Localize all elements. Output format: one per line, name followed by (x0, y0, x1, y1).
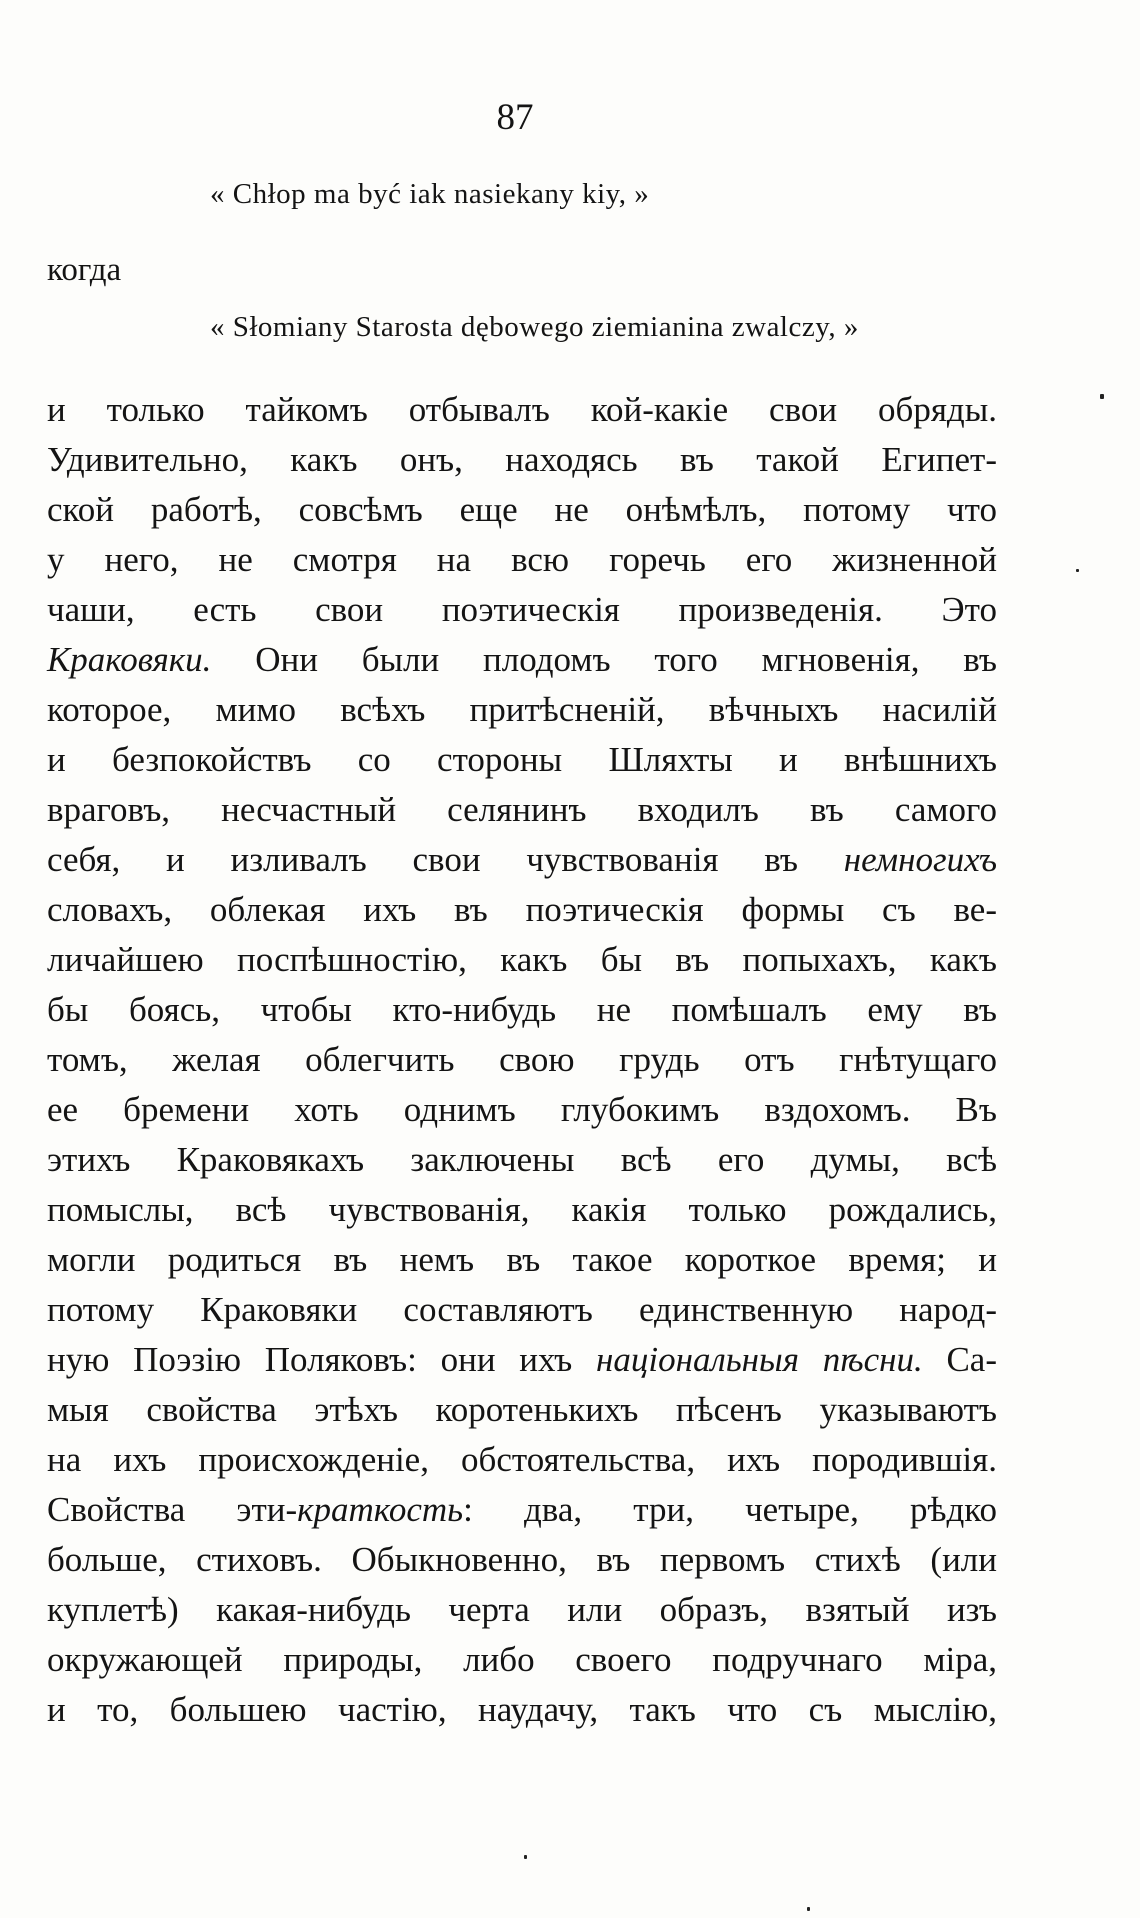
text-line (47, 1085, 997, 1135)
text-run: помыслы, всѣ чувствованія, какія только рождались, (47, 1190, 997, 1229)
text-line (47, 935, 997, 985)
text-line (47, 435, 997, 485)
text-line (47, 1635, 997, 1685)
text-line (47, 1485, 997, 1535)
print-speck (524, 1855, 527, 1859)
text-run: Свойства эти- (47, 1490, 298, 1529)
text-line (47, 1535, 997, 1585)
text-line (47, 635, 997, 685)
text-run: бы боясь, чтобы кто-нибудь не помѣшалъ ему въ (47, 990, 997, 1029)
page-number: 87 (496, 97, 534, 138)
italic-text: національныя пѣсни. (596, 1340, 923, 1379)
text-run: могли родиться въ немъ въ такое короткое время; и (47, 1240, 997, 1279)
text-run: и то, большею частію, наудачу, такъ что съ мыслію, (47, 1690, 997, 1729)
epigraph-line-2: « Słomiany Starosta dębowego ziemianina zwalczy, » (210, 311, 859, 343)
text-line (47, 985, 997, 1035)
text-run: ее бремени хоть однимъ глубокимъ вздохомъ. Въ (47, 1090, 997, 1129)
text-run: чаши, есть свои поэтическія произведенія. Это (47, 590, 997, 629)
connector-word: когда (47, 252, 122, 288)
text-run: Са- (922, 1340, 997, 1379)
text-run: личайшею поспѣшностію, какъ бы въ попыхахъ, какъ (47, 940, 997, 979)
text-line (47, 1435, 997, 1485)
text-run: и безпокойствъ со стороны Шляхты и внѣшнихъ (47, 740, 997, 779)
text-line (47, 1385, 997, 1435)
text-run: этихъ Краковякахъ заключены всѣ его думы, всѣ (47, 1140, 997, 1179)
text-line (47, 785, 997, 835)
text-line (47, 1585, 997, 1635)
italic-text: немногихъ (843, 840, 997, 879)
text-line (47, 1235, 997, 1285)
text-line (47, 585, 997, 635)
print-speck (1076, 569, 1079, 572)
text-run: ную Поэзію Поляковъ: они ихъ (47, 1340, 597, 1379)
text-run: словахъ, облекая ихъ въ поэтическія формы съ ве- (47, 890, 997, 929)
print-speck (807, 1907, 810, 1911)
text-line (47, 485, 997, 535)
text-line (47, 1185, 997, 1235)
text-line (47, 1335, 997, 1385)
text-line (47, 1285, 997, 1335)
text-line (47, 535, 997, 585)
text-run: потому Краковяки составляютъ единственную народ- (47, 1290, 997, 1329)
body-paragraph (47, 385, 997, 1735)
text-line (47, 1685, 997, 1735)
text-run: ской работѣ, совсѣмъ еще не онѣмѣлъ, потому что (47, 490, 997, 529)
text-run: окружающей природы, либо своего подручнаго міра, (47, 1640, 997, 1679)
epigraph-line-1: « Chłop ma być iak nasiekany kiy, » (210, 178, 650, 210)
text-line (47, 885, 997, 935)
text-line (47, 385, 997, 435)
text-run: на ихъ происхожденіе, обстоятельства, ихъ породившія. (47, 1440, 997, 1479)
text-run: и только тайкомъ отбывалъ кой-какіе свои обряды. (47, 390, 997, 429)
text-line (47, 735, 997, 785)
text-run: себя, и изливалъ свои чувствованія въ (47, 840, 844, 879)
text-run: куплетѣ) какая-нибудь черта или образъ, взятый изъ (47, 1590, 997, 1629)
text-run: больше, стиховъ. Обыкновенно, въ первомъ стихѣ (или (47, 1540, 997, 1579)
text-run: мыя свойства этѣхъ коротенькихъ пѣсенъ указываютъ (47, 1390, 997, 1429)
text-run: Удивительно, какъ онъ, находясь въ такой Египет- (47, 440, 997, 479)
text-line (47, 1135, 997, 1185)
text-line (47, 1035, 997, 1085)
text-run: которое, мимо всѣхъ притѣсненій, вѣчныхъ насилій (47, 690, 997, 729)
text-line (47, 835, 997, 885)
italic-text: краткость (297, 1490, 464, 1529)
text-run: у него, не смотря на всю горечь его жизненной (47, 540, 997, 579)
text-line (47, 685, 997, 735)
text-run: : два, три, четыре, рѣдко (463, 1490, 997, 1529)
text-run: Они были плодомъ того мгновенія, въ (211, 640, 997, 679)
text-run: враговъ, несчастный селянинъ входилъ въ самого (47, 790, 997, 829)
italic-text: Краковяки. (47, 640, 212, 679)
text-run: томъ, желая облегчить свою грудь отъ гнѣтущаго (47, 1040, 997, 1079)
print-speck (1100, 394, 1104, 399)
